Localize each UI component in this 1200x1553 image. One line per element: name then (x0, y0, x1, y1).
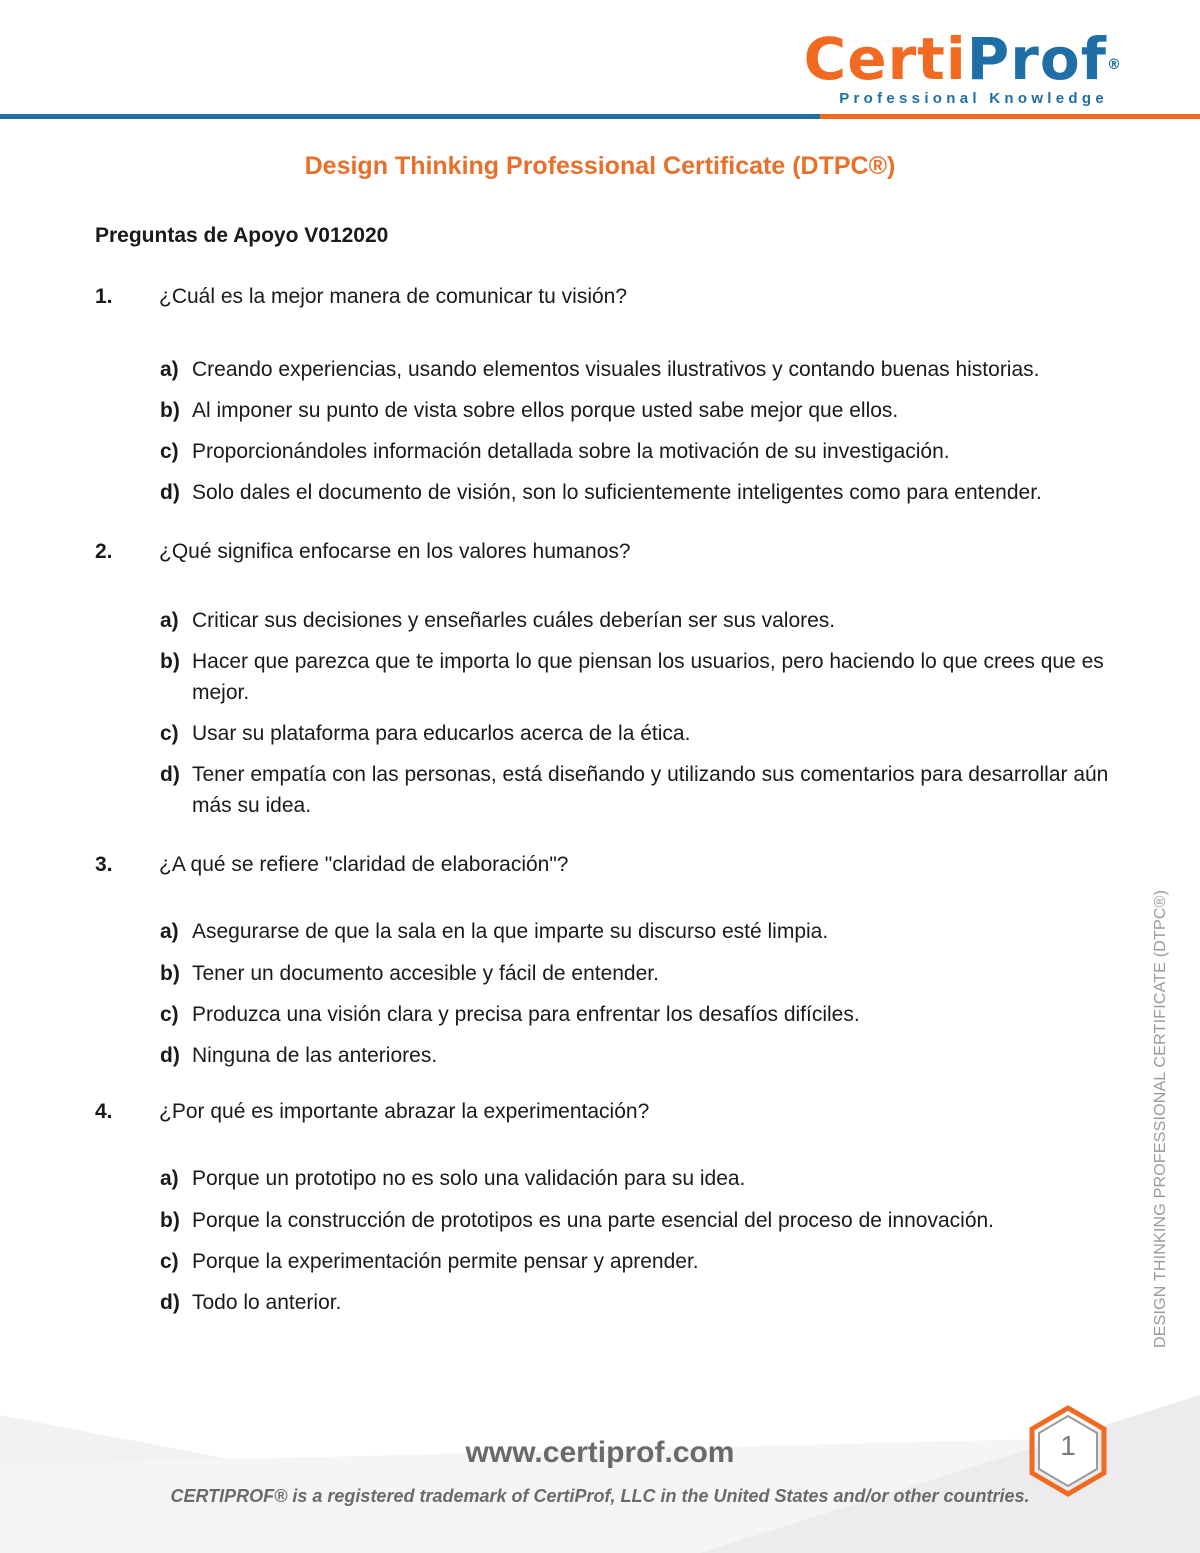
option-text: Hacer que parezca que te importa lo que piensan los usuarios, pero haciendo lo que crees que es mejor. (192, 650, 1104, 704)
option-text: Porque la construcción de prototipos es una parte esencial del proceso de innovación. (192, 1209, 995, 1232)
option-2b (160, 646, 1110, 708)
option-2a (160, 605, 1110, 636)
option-text: Solo dales el documento de visión, son lo suficientemente inteligentes como para entender. (192, 481, 1042, 504)
option-letter: c) (160, 440, 179, 463)
option-text: Al imponer su punto de vista sobre ellos porque usted sabe mejor que ellos. (192, 399, 899, 422)
option-text: Asegurarse de que la sala en la que imparte su discurso esté limpia. (192, 920, 829, 943)
option-letter: b) (160, 1209, 180, 1232)
option-letter: c) (160, 1250, 179, 1273)
option-2d (160, 759, 1110, 821)
option-1b (160, 395, 1110, 426)
option-text: Tener empatía con las personas, está diseñando y utilizando sus comentarios para desarrollar aún más su idea. (192, 763, 1109, 817)
option-text: Porque la experimentación permite pensar y aprender. (192, 1250, 699, 1273)
option-text: Todo lo anterior. (192, 1291, 342, 1314)
option-1c (160, 436, 1110, 467)
option-text: Criticar sus decisiones y enseñarles cuáles deberían ser sus valores. (192, 609, 836, 632)
option-1d (160, 477, 1110, 508)
option-letter: d) (160, 1291, 180, 1314)
question-text: ¿A qué se refiere "claridad de elaboración"? (159, 853, 569, 876)
footer-trademark-note: CERTIPROF® is a registered trademark of CertiProf, LLC in the United States and/or other countries. (170, 1486, 1030, 1506)
logo-tagline: Professional Knowledge (839, 90, 1108, 107)
logo-word-certi: Certi (803, 25, 967, 93)
option-3c (160, 999, 1110, 1030)
option-letter: d) (160, 763, 180, 786)
logo-word-prof: Prof (966, 25, 1107, 93)
question-text: ¿Por qué es importante abrazar la experimentación? (159, 1100, 650, 1123)
option-text: Porque un prototipo no es solo una validación para su idea. (192, 1167, 746, 1190)
option-3d (160, 1040, 1110, 1071)
option-1a (160, 354, 1110, 385)
header-divider-orange (820, 114, 1200, 119)
option-text: Tener un documento accesible y fácil de entender. (192, 962, 659, 985)
option-3b (160, 958, 1110, 989)
header-divider-blue (0, 114, 820, 119)
option-text: Creando experiencias, usando elementos visuales ilustrativos y contando buenas historias. (192, 358, 1040, 381)
page-number: 1 (1060, 1430, 1076, 1461)
option-4a (160, 1163, 1110, 1194)
vertical-side-label: DESIGN THINKING PROFESSIONAL CERTIFICATE (DTPC®) (1152, 889, 1169, 1348)
question-number: 3. (95, 853, 113, 876)
question-number: 4. (95, 1100, 113, 1123)
option-text: Ninguna de las anteriores. (192, 1044, 438, 1067)
footer-background (0, 1395, 1200, 1553)
document-title: Design Thinking Professional Certificate (DTPC®) (304, 152, 896, 180)
option-letter: c) (160, 1003, 179, 1026)
option-3a (160, 916, 1110, 947)
certiprof-logo (803, 25, 1122, 107)
document-subtitle: Preguntas de Apoyo V012020 (95, 224, 389, 247)
option-text: Usar su plataforma para educarlos acerca de la ética. (192, 722, 691, 745)
option-4d (160, 1287, 1110, 1318)
option-letter: c) (160, 722, 179, 745)
question-text: ¿Qué significa enfocarse en los valores humanos? (159, 540, 631, 563)
option-letter: b) (160, 399, 180, 422)
option-text: Produzca una visión clara y precisa para enfrentar los desafíos difíciles. (192, 1003, 860, 1026)
option-letter: b) (160, 650, 180, 673)
logo-registered-mark: ® (1107, 57, 1122, 73)
option-4c (160, 1246, 1110, 1277)
option-4b (160, 1205, 1110, 1236)
question-number: 1. (95, 285, 113, 308)
option-2c (160, 718, 1110, 749)
header-divider (0, 114, 1200, 119)
question-text: ¿Cuál es la mejor manera de comunicar tu visión? (159, 285, 628, 308)
option-letter: a) (160, 358, 179, 381)
option-letter: a) (160, 1167, 179, 1190)
option-text: Proporcionándoles información detallada sobre la motivación de su investigación. (192, 440, 950, 463)
option-letter: a) (160, 920, 179, 943)
option-letter: b) (160, 962, 180, 985)
option-letter: d) (160, 1044, 180, 1067)
logo-wordmark (803, 25, 1122, 93)
option-letter: d) (160, 481, 180, 504)
question-number: 2. (95, 540, 113, 563)
footer-website-link[interactable]: www.certiprof.com (465, 1436, 735, 1469)
option-letter: a) (160, 609, 179, 632)
